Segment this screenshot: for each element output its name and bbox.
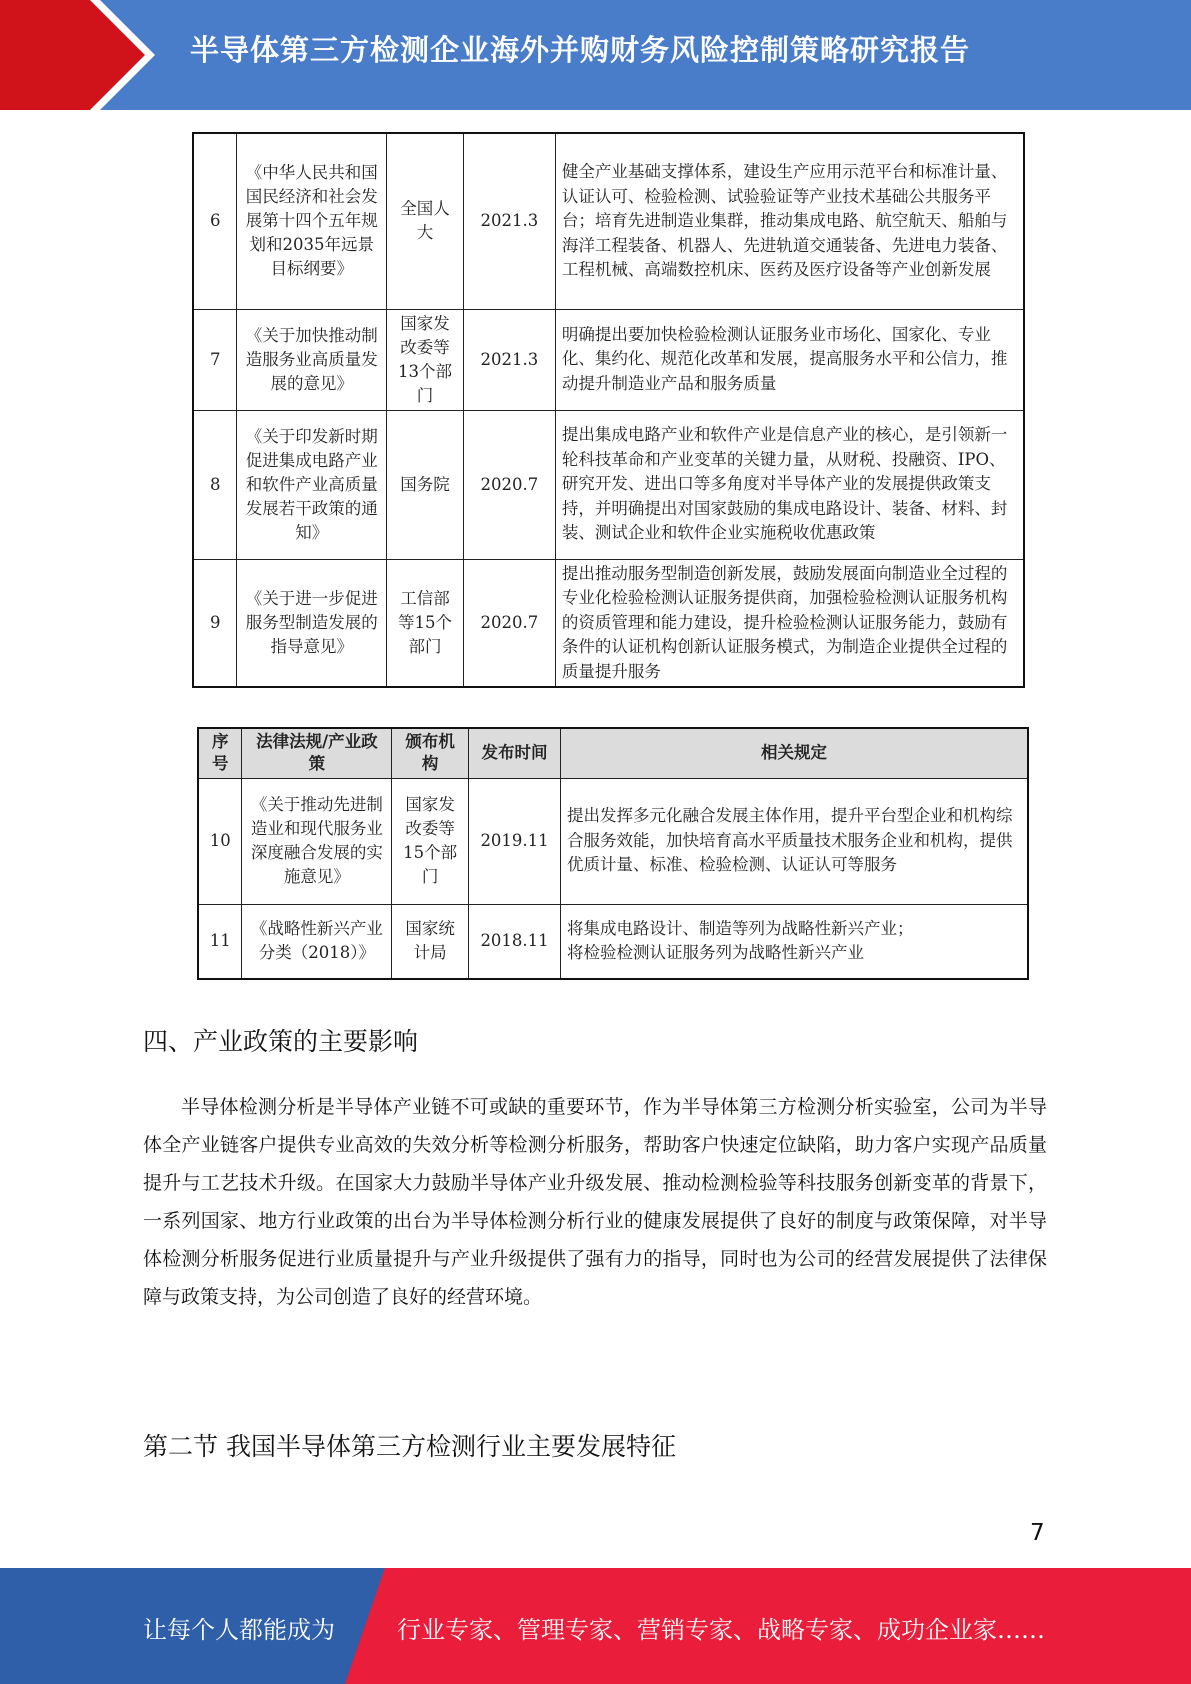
issuing-body: 全国人大: [387, 133, 464, 309]
footer-slogan-right: 行业专家、管理专家、营销专家、战略专家、成功企业家……: [397, 1616, 1045, 1644]
header-number: 序号: [198, 728, 242, 778]
policy-name: 《关于进一步促进服务型制造发展的指导意见》: [237, 559, 387, 687]
policy-table: [197, 727, 1029, 980]
issuing-body: 国家发改委等15个部门: [392, 778, 469, 904]
related-provisions: 提出推动服务型制造创新发展，鼓励发展面向制造业全过程的专业化检验检测认证服务提供商，加强检验检测认证服务机构的资质管理和能力建设，提升检验检测认证服务能力，鼓励有条件的认证机构创新认证服务模式，为制造企业提供全过程的质量提升服务: [555, 559, 1024, 687]
policy-name: 《中华人民共和国国民经济和社会发展第十四个五年规划和2035年远景目标纲要》: [237, 133, 387, 309]
issuing-body: 国务院: [387, 410, 464, 559]
policy-name: 《关于印发新时期促进集成电路产业和软件产业高质量发展若干政策的通知》: [237, 410, 387, 559]
row-number: 6: [193, 133, 237, 309]
table-row: [193, 133, 1024, 309]
row-number: 7: [193, 309, 237, 410]
table-row: [198, 904, 1028, 979]
related-provisions: 提出集成电路产业和软件产业是信息产业的核心，是引领新一轮科技革命和产业变革的关键力量，从财税、投融资、IPO、研究开发、进出口等多角度对半导体产业的发展提供政策支持，并明确提出对国家鼓励的集成电路设计、装备、材料、封装、测试企业和软件企业实施税收优惠政策: [555, 410, 1024, 559]
table-row: [193, 410, 1024, 559]
issue-date: 2020.7: [463, 559, 555, 687]
related-provisions: 健全产业基础支撑体系，建设生产应用示范平台和标准计量、认证认可、检验检测、试验验证等产业技术基础公共服务平台；培育先进制造业集群，推动集成电路、航空航天、船舶与海洋工程装备、机器人、先进轨道交通装备、先进电力装备、工程机械、高端数控机床、医药及医疗设备等产业创新发展: [555, 133, 1024, 309]
policy-name: 《关于加快推动制造服务业高质量发展的意见》: [237, 309, 387, 410]
page-header: [0, 0, 1191, 110]
row-number: 9: [193, 559, 237, 687]
footer-slogan-left: 让每个人都能成为: [143, 1616, 335, 1644]
provision-line: 将集成电路设计、制造等列为战略性新兴产业；: [567, 918, 914, 938]
issue-date: 2018.11: [469, 904, 561, 979]
header-red-chevron: [0, 0, 160, 110]
issuing-body: 工信部等15个部门: [387, 559, 464, 687]
related-provisions: 提出发挥多元化融合发展主体作用，提升平台型企业和机构综合服务效能，加快培育高水平质量技术服务企业和机构，提供优质计量、标准、检验检测、认证认可等服务: [561, 778, 1028, 904]
body-paragraph: 半导体检测分析是半导体产业链不可或缺的重要环节，作为半导体第三方检测分析实验室，公司为半导体全产业链客户提供专业高效的失效分析等检测分析服务，帮助客户快速定位缺陷，助力客户实现产品质量提升与工艺技术升级。在国家大力鼓励半导体产业升级发展、推动检测检验等科技服务创新变革的背景下，一系列国家、地方行业政策的出台为半导体检测分析行业的健康发展提供了良好的制度与政策保障，对半导体检测分析服务促进行业质量提升与产业升级提供了强有力的指导，同时也为公司的经营发展提供了法律保障与政策支持，为公司创造了良好的经营环境。: [143, 1096, 1047, 1308]
report-title: 半导体第三方检测企业海外并购财务风险控制策略研究报告: [190, 33, 971, 67]
policy-table-continued: [192, 132, 1025, 688]
issuing-body: 国家统计局: [392, 904, 469, 979]
issue-date: 2021.3: [463, 309, 555, 410]
header-policy-name: 法律法规/产业政策: [242, 728, 392, 778]
issue-date: 2021.3: [463, 133, 555, 309]
policy-name: 《战略性新兴产业分类（2018）》: [242, 904, 392, 979]
related-provisions: 明确提出要加快检验检测认证服务业市场化、国家化、专业化、集约化、规范化改革和发展，提高服务水平和公信力，推动提升制造业产品和服务质量: [555, 309, 1024, 410]
policy-name: 《关于推动先进制造业和现代服务业深度融合发展的实施意见》: [242, 778, 392, 904]
row-number: 8: [193, 410, 237, 559]
header-related-provisions: 相关规定: [561, 728, 1028, 778]
header-issuing-body: 颁布机构: [392, 728, 469, 778]
section-heading: 四、产业政策的主要影响: [143, 1027, 419, 1056]
issue-date: 2020.7: [463, 410, 555, 559]
row-number: 11: [198, 904, 242, 979]
table-row: [193, 559, 1024, 687]
table-header-row: [198, 728, 1028, 778]
table-row: [193, 309, 1024, 410]
provision-line: 将检验检测认证服务列为战略性新兴产业: [567, 943, 865, 963]
issue-date: 2019.11: [469, 778, 561, 904]
row-number: 10: [198, 778, 242, 904]
header-issue-date: 发布时间: [469, 728, 561, 778]
page-number: 7: [1030, 1520, 1045, 1546]
chapter-section-heading: 第二节 我国半导体第三方检测行业主要发展特征: [143, 1432, 676, 1461]
issuing-body: 国家发改委等13个部门: [387, 309, 464, 410]
page-footer: [0, 1568, 1191, 1684]
table-row: [198, 778, 1028, 904]
related-provisions: [561, 904, 1028, 979]
